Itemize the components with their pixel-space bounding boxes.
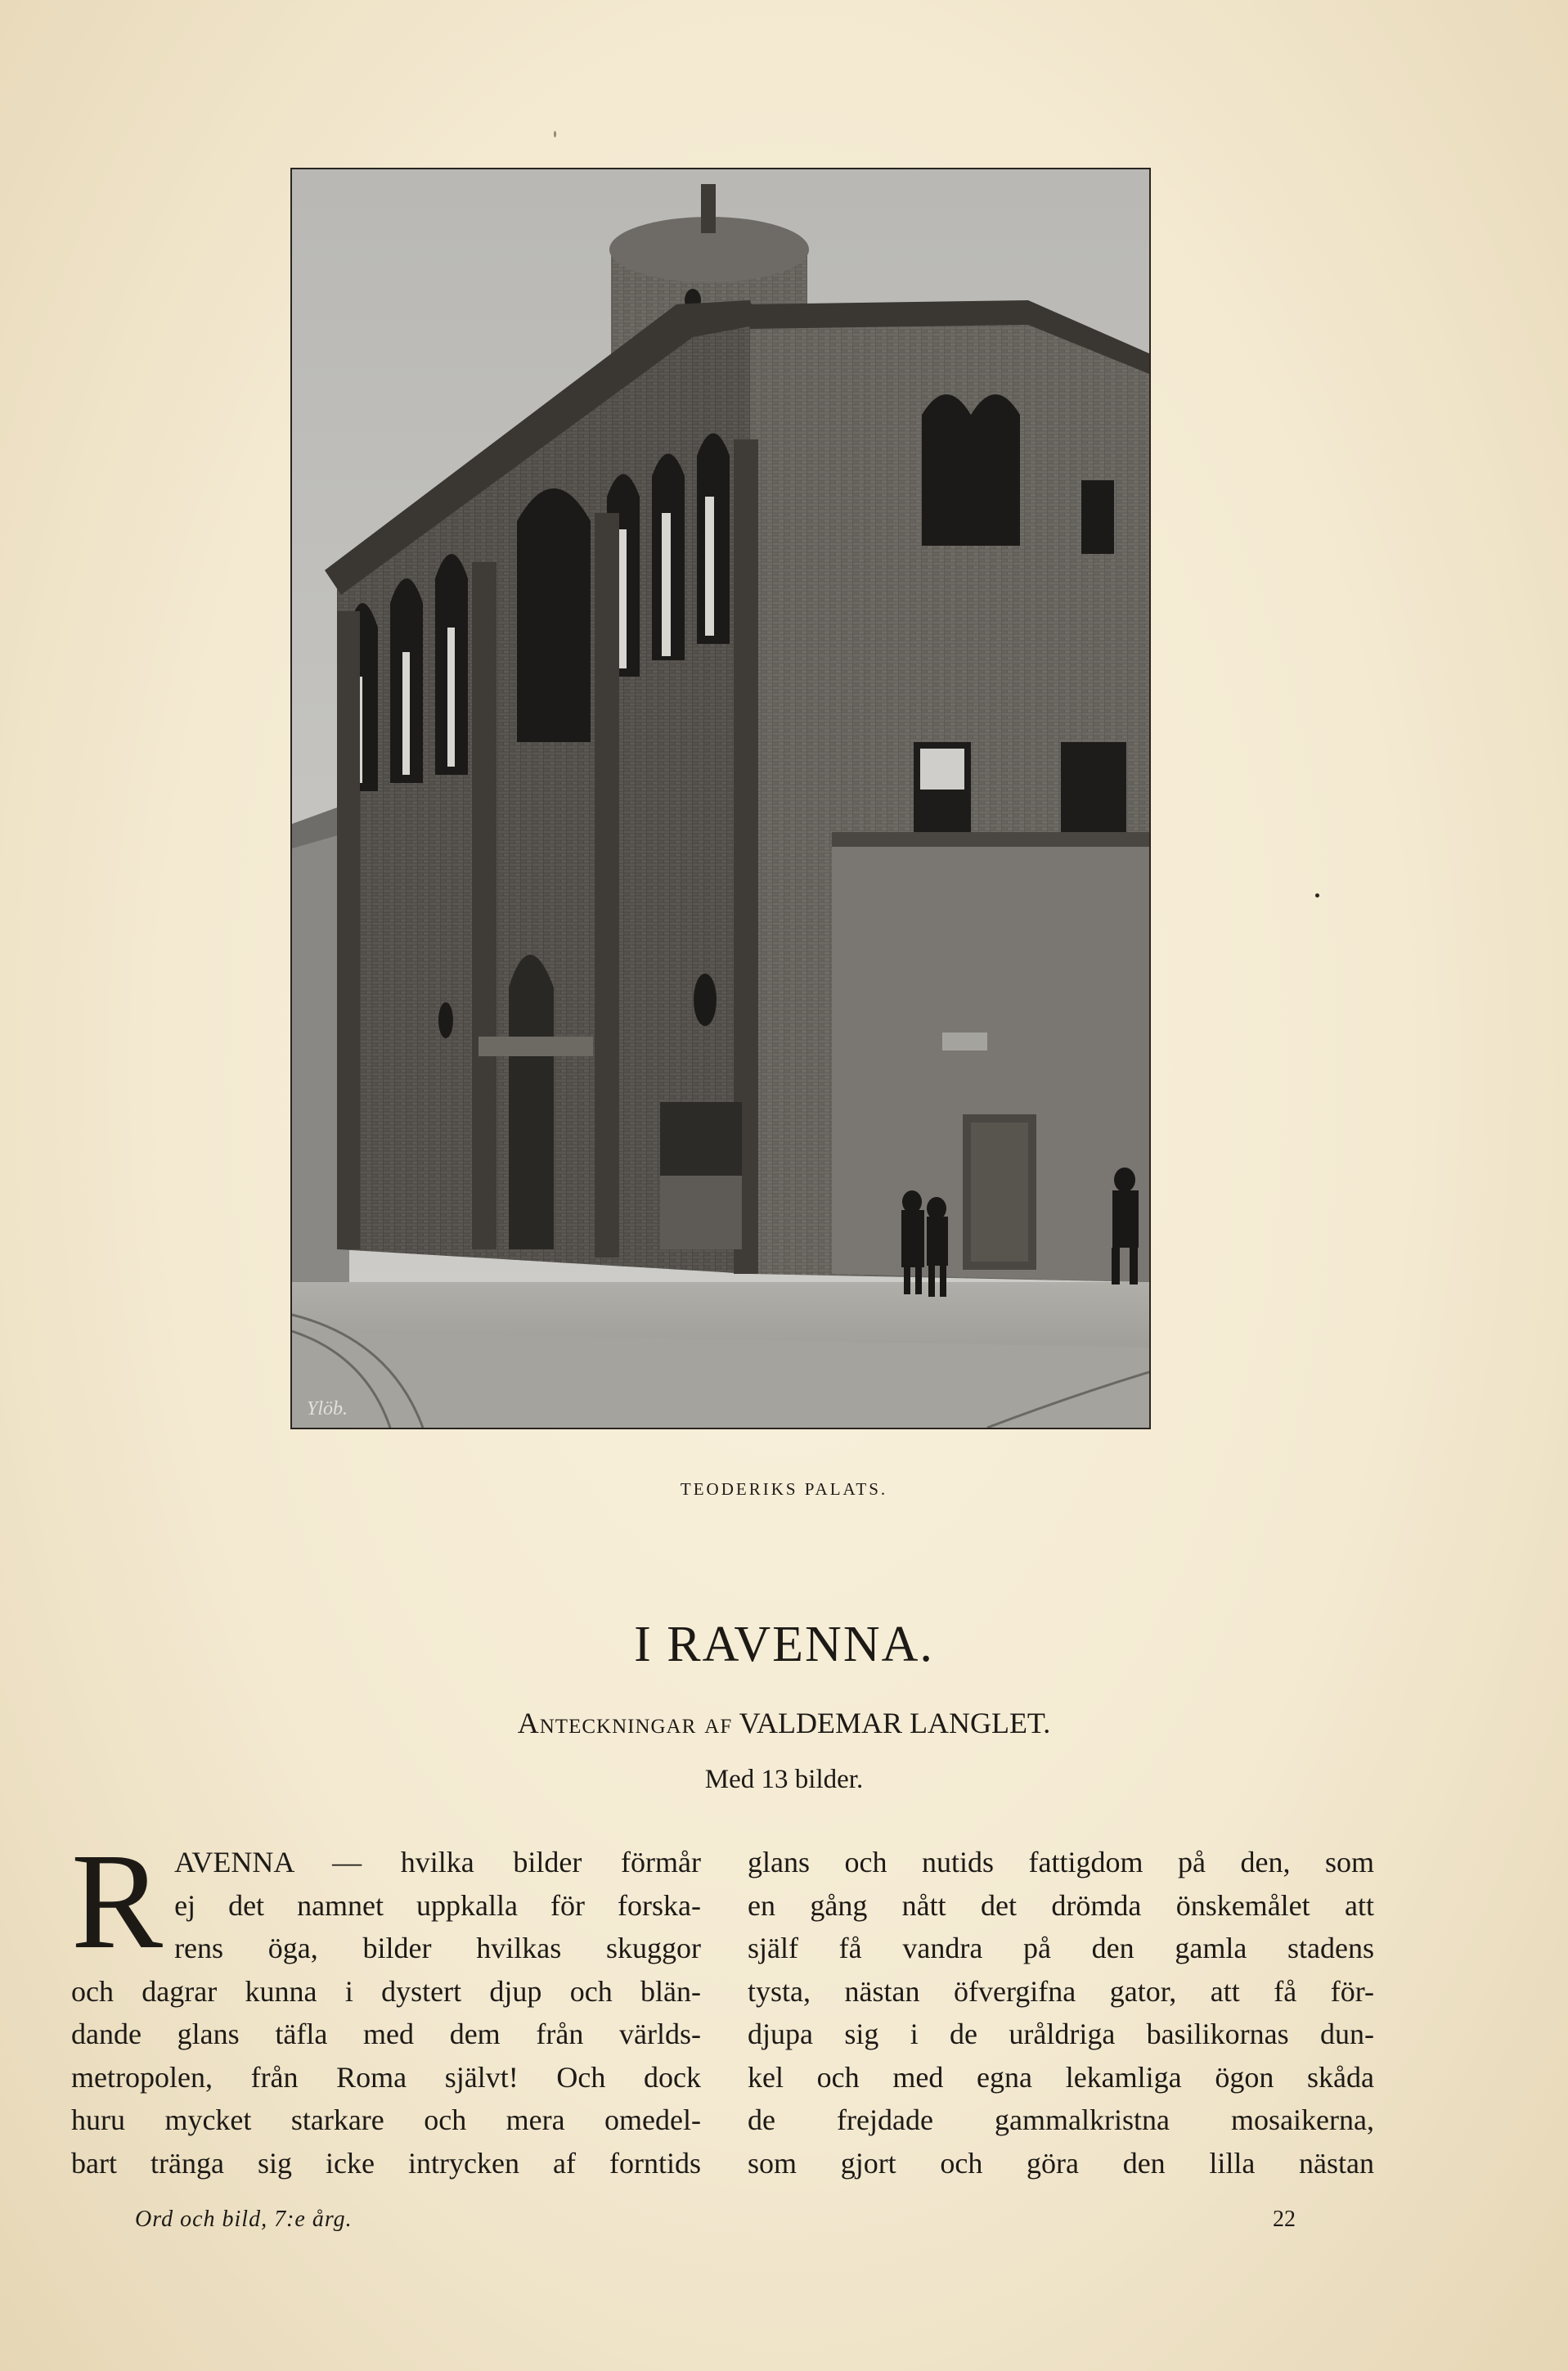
journal-footer: Ord och bild, 7:e årg. xyxy=(135,2207,353,2232)
text-line: kel och med egna lekamliga ögon skåda xyxy=(748,2060,1374,2094)
article-title: I RAVENNA. xyxy=(634,1617,934,1672)
text-line: som gjort och göra den lilla nästan xyxy=(748,2146,1374,2180)
page-number: 22 xyxy=(1273,2207,1296,2232)
paper-speck xyxy=(1315,893,1319,898)
text-line: själf få vandra på den gamla stadens xyxy=(748,1932,1374,1964)
text-line: bart tränga sig icke intrycken af forntids xyxy=(71,2146,701,2180)
byline-author: VALDEMAR LANGLET. xyxy=(739,1707,1051,1739)
text-line: ej det namnet uppkalla för forska- xyxy=(174,1888,701,1922)
text-line: och dagrar kunna i dystert djup och blän- xyxy=(71,1974,701,2008)
text-line: glans och nutids fattigdom på den, som xyxy=(748,1846,1374,1878)
illustration-count: Med 13 bilder. xyxy=(704,1765,864,1794)
drop-cap: R xyxy=(71,1825,164,1977)
text-line: AVENNA — hvilka bilder förmår xyxy=(174,1846,701,1878)
plate-caption: TEODERIKS PALATS. xyxy=(680,1479,888,1499)
text-column-right xyxy=(748,1841,1374,2184)
palace-photograph xyxy=(292,169,1149,1428)
text-column-left xyxy=(71,1825,701,2184)
text-line: djupa sig i de uråldriga basilikornas dun- xyxy=(748,2018,1374,2050)
text-line: huru mycket starkare och mera omedel- xyxy=(71,2103,701,2136)
text-line: de frejdade gammalkristna mosaikerna, xyxy=(748,2103,1374,2136)
photo-plate-theoderic-palace xyxy=(290,168,1151,1429)
paper-speck xyxy=(554,131,556,137)
photographer-signature: Ylöb. xyxy=(307,1398,348,1419)
text-line: tysta, nästan öfvergifna gator, att få för- xyxy=(748,1974,1374,2008)
byline-lead: Anteckningar af xyxy=(517,1707,733,1739)
text-line: rens öga, bilder hvilkas skuggor xyxy=(174,1932,701,1964)
text-line: dande glans täfla med dem från världs- xyxy=(71,2018,701,2050)
text-line: metropolen, från Roma självt! Och dock xyxy=(71,2060,701,2094)
byline xyxy=(0,1706,1568,1740)
text-line: en gång nått det drömda önskemålet att xyxy=(748,1888,1374,1922)
